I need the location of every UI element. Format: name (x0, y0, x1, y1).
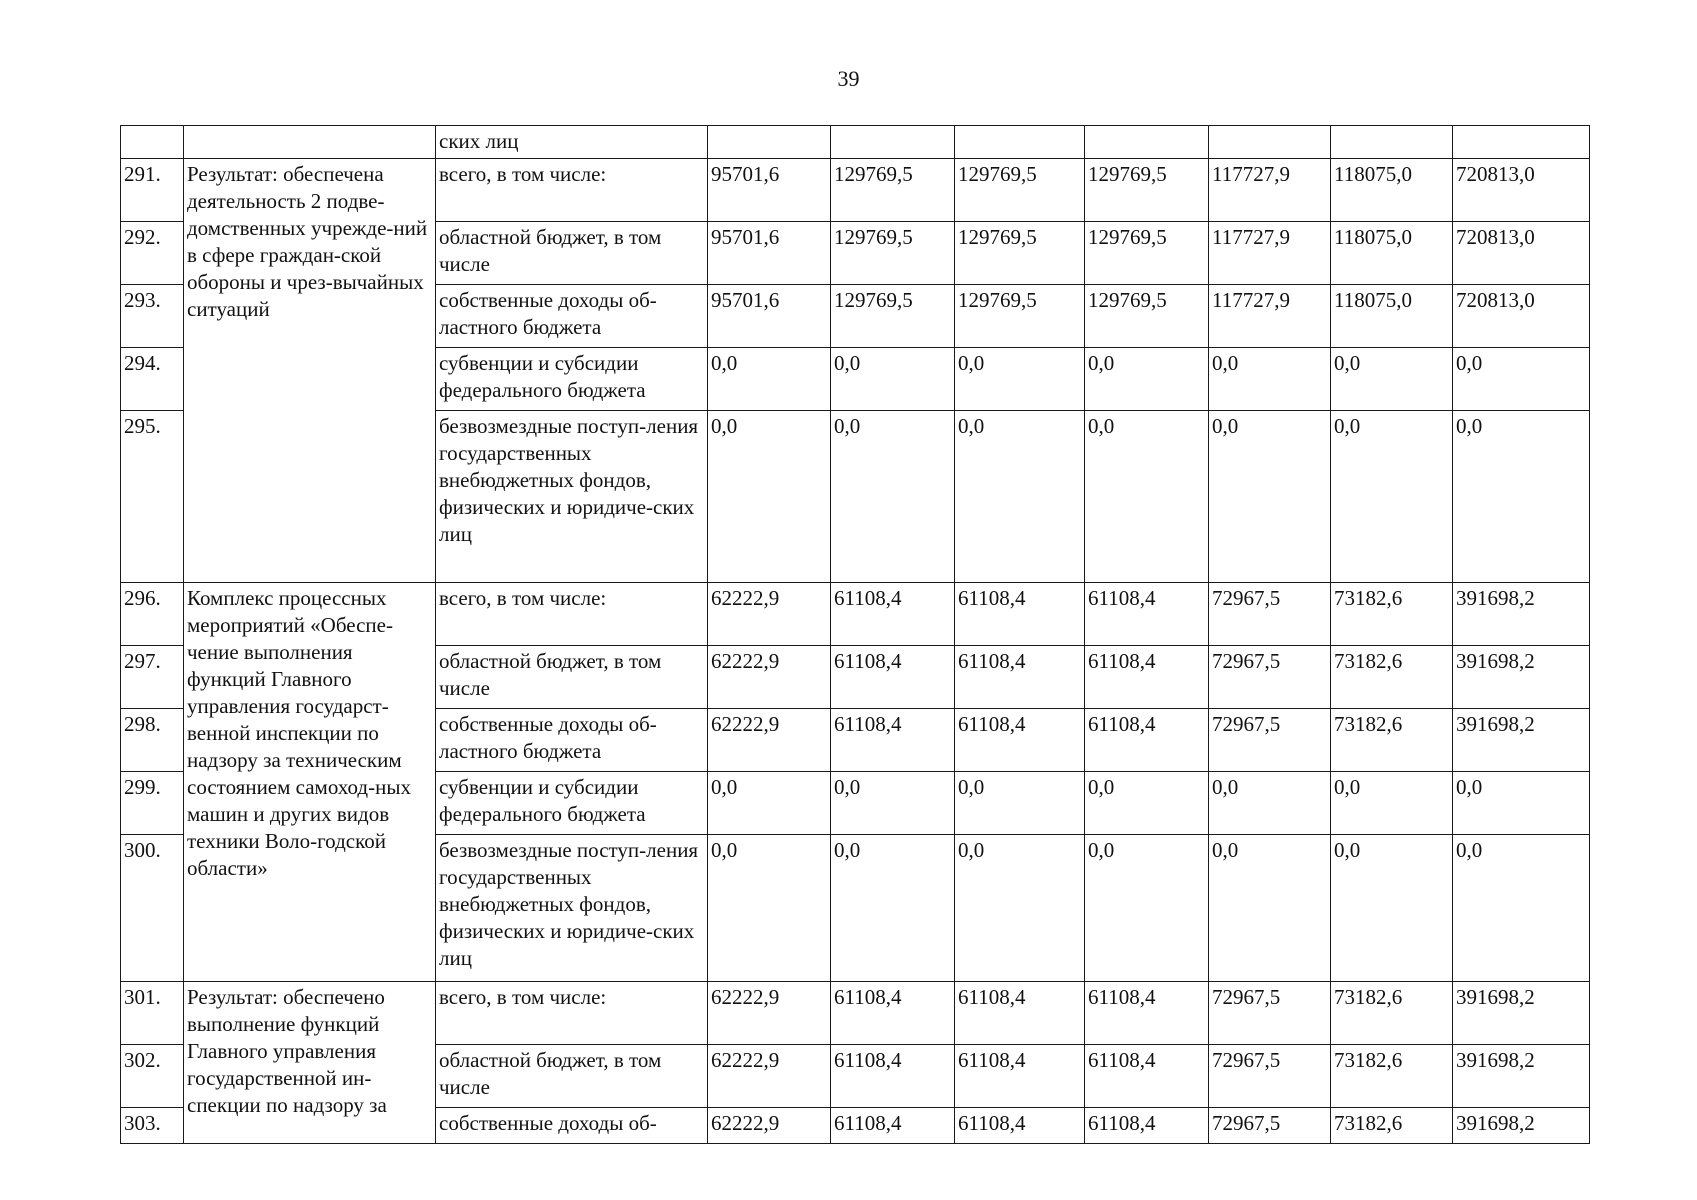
funding-source-cell: безвозмездные поступ-ления государственных внебюджетных фондов, физических и юридиче-ских лиц (436, 835, 708, 982)
value-cell: 0,0 (831, 835, 955, 982)
value-cell: 61108,4 (1085, 1108, 1209, 1144)
value-cell: 117727,9 (1209, 285, 1331, 348)
value-cell: 720813,0 (1453, 159, 1590, 222)
value-cell: 62222,9 (708, 583, 831, 646)
value-cell: 129769,5 (955, 159, 1085, 222)
value-cell: 0,0 (1453, 772, 1590, 835)
value-cell: 0,0 (1085, 835, 1209, 982)
value-cell (955, 126, 1085, 159)
value-cell: 0,0 (1209, 835, 1331, 982)
funding-source-cell: собственные доходы об-ластного бюджета (436, 709, 708, 772)
value-cell: 118075,0 (1331, 222, 1453, 285)
table-row (121, 583, 1590, 646)
value-cell: 0,0 (1331, 348, 1453, 411)
value-cell (831, 126, 955, 159)
value-cell: 391698,2 (1453, 583, 1590, 646)
value-cell: 0,0 (1453, 835, 1590, 982)
value-cell: 0,0 (1209, 772, 1331, 835)
value-cell: 72967,5 (1209, 583, 1331, 646)
description-cell: Результат: обеспечена деятельность 2 подве-домственных учрежде-ний в сфере граждан-ской обороны и чрез-вычайных ситуаций (184, 159, 436, 583)
row-number-cell: 299. (121, 772, 184, 835)
value-cell: 129769,5 (1085, 159, 1209, 222)
value-cell: 61108,4 (1085, 646, 1209, 709)
value-cell: 95701,6 (708, 285, 831, 348)
value-cell: 62222,9 (708, 1045, 831, 1108)
value-cell: 0,0 (831, 348, 955, 411)
value-cell: 117727,9 (1209, 222, 1331, 285)
funding-source-cell: областной бюджет, в том числе (436, 646, 708, 709)
value-cell: 61108,4 (955, 982, 1085, 1045)
value-cell: 0,0 (955, 835, 1085, 982)
value-cell: 0,0 (708, 835, 831, 982)
value-cell: 0,0 (831, 411, 955, 583)
value-cell: 61108,4 (831, 709, 955, 772)
value-cell: 95701,6 (708, 222, 831, 285)
value-cell: 118075,0 (1331, 159, 1453, 222)
value-cell: 61108,4 (1085, 1045, 1209, 1108)
row-number-cell: 293. (121, 285, 184, 348)
value-cell: 0,0 (1085, 772, 1209, 835)
description-cell: Результат: обеспечено выполнение функций Главного управления государственной ин-спекции по надзору за (184, 982, 436, 1144)
value-cell: 73182,6 (1331, 709, 1453, 772)
table-row (121, 159, 1590, 222)
value-cell (708, 126, 831, 159)
value-cell: 720813,0 (1453, 285, 1590, 348)
value-cell: 0,0 (1085, 348, 1209, 411)
value-cell: 129769,5 (831, 285, 955, 348)
value-cell: 61108,4 (831, 583, 955, 646)
value-cell: 73182,6 (1331, 1108, 1453, 1144)
value-cell: 61108,4 (1085, 583, 1209, 646)
row-number-cell: 291. (121, 159, 184, 222)
value-cell (1453, 126, 1590, 159)
value-cell: 0,0 (708, 772, 831, 835)
row-number-cell: 292. (121, 222, 184, 285)
table-row (121, 982, 1590, 1045)
row-number-cell: 301. (121, 982, 184, 1045)
value-cell: 129769,5 (831, 222, 955, 285)
row-number-cell: 294. (121, 348, 184, 411)
value-cell: 61108,4 (955, 1045, 1085, 1108)
value-cell: 391698,2 (1453, 1108, 1590, 1144)
value-cell: 72967,5 (1209, 646, 1331, 709)
value-cell: 62222,9 (708, 982, 831, 1045)
value-cell: 61108,4 (831, 1108, 955, 1144)
value-cell (1085, 126, 1209, 159)
value-cell: 0,0 (708, 411, 831, 583)
value-cell: 61108,4 (955, 1108, 1085, 1144)
value-cell: 61108,4 (955, 709, 1085, 772)
value-cell: 0,0 (1085, 411, 1209, 583)
value-cell: 72967,5 (1209, 982, 1331, 1045)
row-number-cell: 296. (121, 583, 184, 646)
description-cell: Комплекс процессных мероприятий «Обеспе-чение выполнения функций Главного управления государст-венной инспекции по надзору за техническим состоянием самоход-ных машин и других видов техники Воло-годской области» (184, 583, 436, 982)
value-cell: 0,0 (1209, 348, 1331, 411)
value-cell: 73182,6 (1331, 583, 1453, 646)
value-cell: 129769,5 (955, 222, 1085, 285)
value-cell: 61108,4 (831, 1045, 955, 1108)
value-cell: 0,0 (1331, 835, 1453, 982)
value-cell: 61108,4 (1085, 709, 1209, 772)
value-cell: 61108,4 (831, 646, 955, 709)
value-cell: 0,0 (1331, 772, 1453, 835)
value-cell: 0,0 (955, 348, 1085, 411)
value-cell: 62222,9 (708, 1108, 831, 1144)
row-number-cell (121, 126, 184, 159)
value-cell: 0,0 (1331, 411, 1453, 583)
funding-source-cell: всего, в том числе: (436, 583, 708, 646)
row-number-cell: 302. (121, 1045, 184, 1108)
funding-source-cell: собственные доходы об-ластного бюджета (436, 285, 708, 348)
value-cell: 129769,5 (831, 159, 955, 222)
value-cell: 62222,9 (708, 709, 831, 772)
budget-table (120, 125, 1590, 1144)
funding-source-cell: областной бюджет, в том числе (436, 222, 708, 285)
value-cell: 0,0 (955, 772, 1085, 835)
table-row (121, 126, 1590, 159)
value-cell: 73182,6 (1331, 982, 1453, 1045)
value-cell: 0,0 (1453, 348, 1590, 411)
funding-source-cell: субвенции и субсидии федерального бюджета (436, 772, 708, 835)
value-cell: 391698,2 (1453, 709, 1590, 772)
description-cell (184, 126, 436, 159)
value-cell (1331, 126, 1453, 159)
value-cell: 73182,6 (1331, 1045, 1453, 1108)
value-cell: 391698,2 (1453, 982, 1590, 1045)
value-cell: 61108,4 (955, 646, 1085, 709)
row-number-cell: 297. (121, 646, 184, 709)
value-cell: 62222,9 (708, 646, 831, 709)
value-cell: 391698,2 (1453, 1045, 1590, 1108)
value-cell: 72967,5 (1209, 1045, 1331, 1108)
value-cell: 61108,4 (831, 982, 955, 1045)
value-cell: 0,0 (831, 772, 955, 835)
funding-source-cell: областной бюджет, в том числе (436, 1045, 708, 1108)
value-cell: 72967,5 (1209, 709, 1331, 772)
value-cell: 129769,5 (1085, 285, 1209, 348)
value-cell: 61108,4 (1085, 982, 1209, 1045)
value-cell: 720813,0 (1453, 222, 1590, 285)
funding-source-cell: всего, в том числе: (436, 159, 708, 222)
funding-source-cell: собственные доходы об- (436, 1108, 708, 1144)
value-cell: 117727,9 (1209, 159, 1331, 222)
row-number-cell: 303. (121, 1108, 184, 1144)
value-cell: 95701,6 (708, 159, 831, 222)
value-cell: 0,0 (1209, 411, 1331, 583)
value-cell: 0,0 (1453, 411, 1590, 583)
budget-table-body (121, 126, 1590, 1144)
value-cell: 129769,5 (1085, 222, 1209, 285)
page-number: 39 (837, 66, 860, 91)
value-cell: 391698,2 (1453, 646, 1590, 709)
value-cell: 118075,0 (1331, 285, 1453, 348)
funding-source-cell: всего, в том числе: (436, 982, 708, 1045)
value-cell: 73182,6 (1331, 646, 1453, 709)
funding-source-cell: ских лиц (436, 126, 708, 159)
funding-source-cell: безвозмездные поступ-ления государственных внебюджетных фондов, физических и юридиче-ских лиц (436, 411, 708, 583)
value-cell: 0,0 (955, 411, 1085, 583)
funding-source-cell: субвенции и субсидии федерального бюджета (436, 348, 708, 411)
value-cell: 0,0 (708, 348, 831, 411)
row-number-cell: 300. (121, 835, 184, 982)
value-cell: 129769,5 (955, 285, 1085, 348)
value-cell: 72967,5 (1209, 1108, 1331, 1144)
row-number-cell: 295. (121, 411, 184, 583)
value-cell (1209, 126, 1331, 159)
value-cell: 61108,4 (955, 583, 1085, 646)
row-number-cell: 298. (121, 709, 184, 772)
